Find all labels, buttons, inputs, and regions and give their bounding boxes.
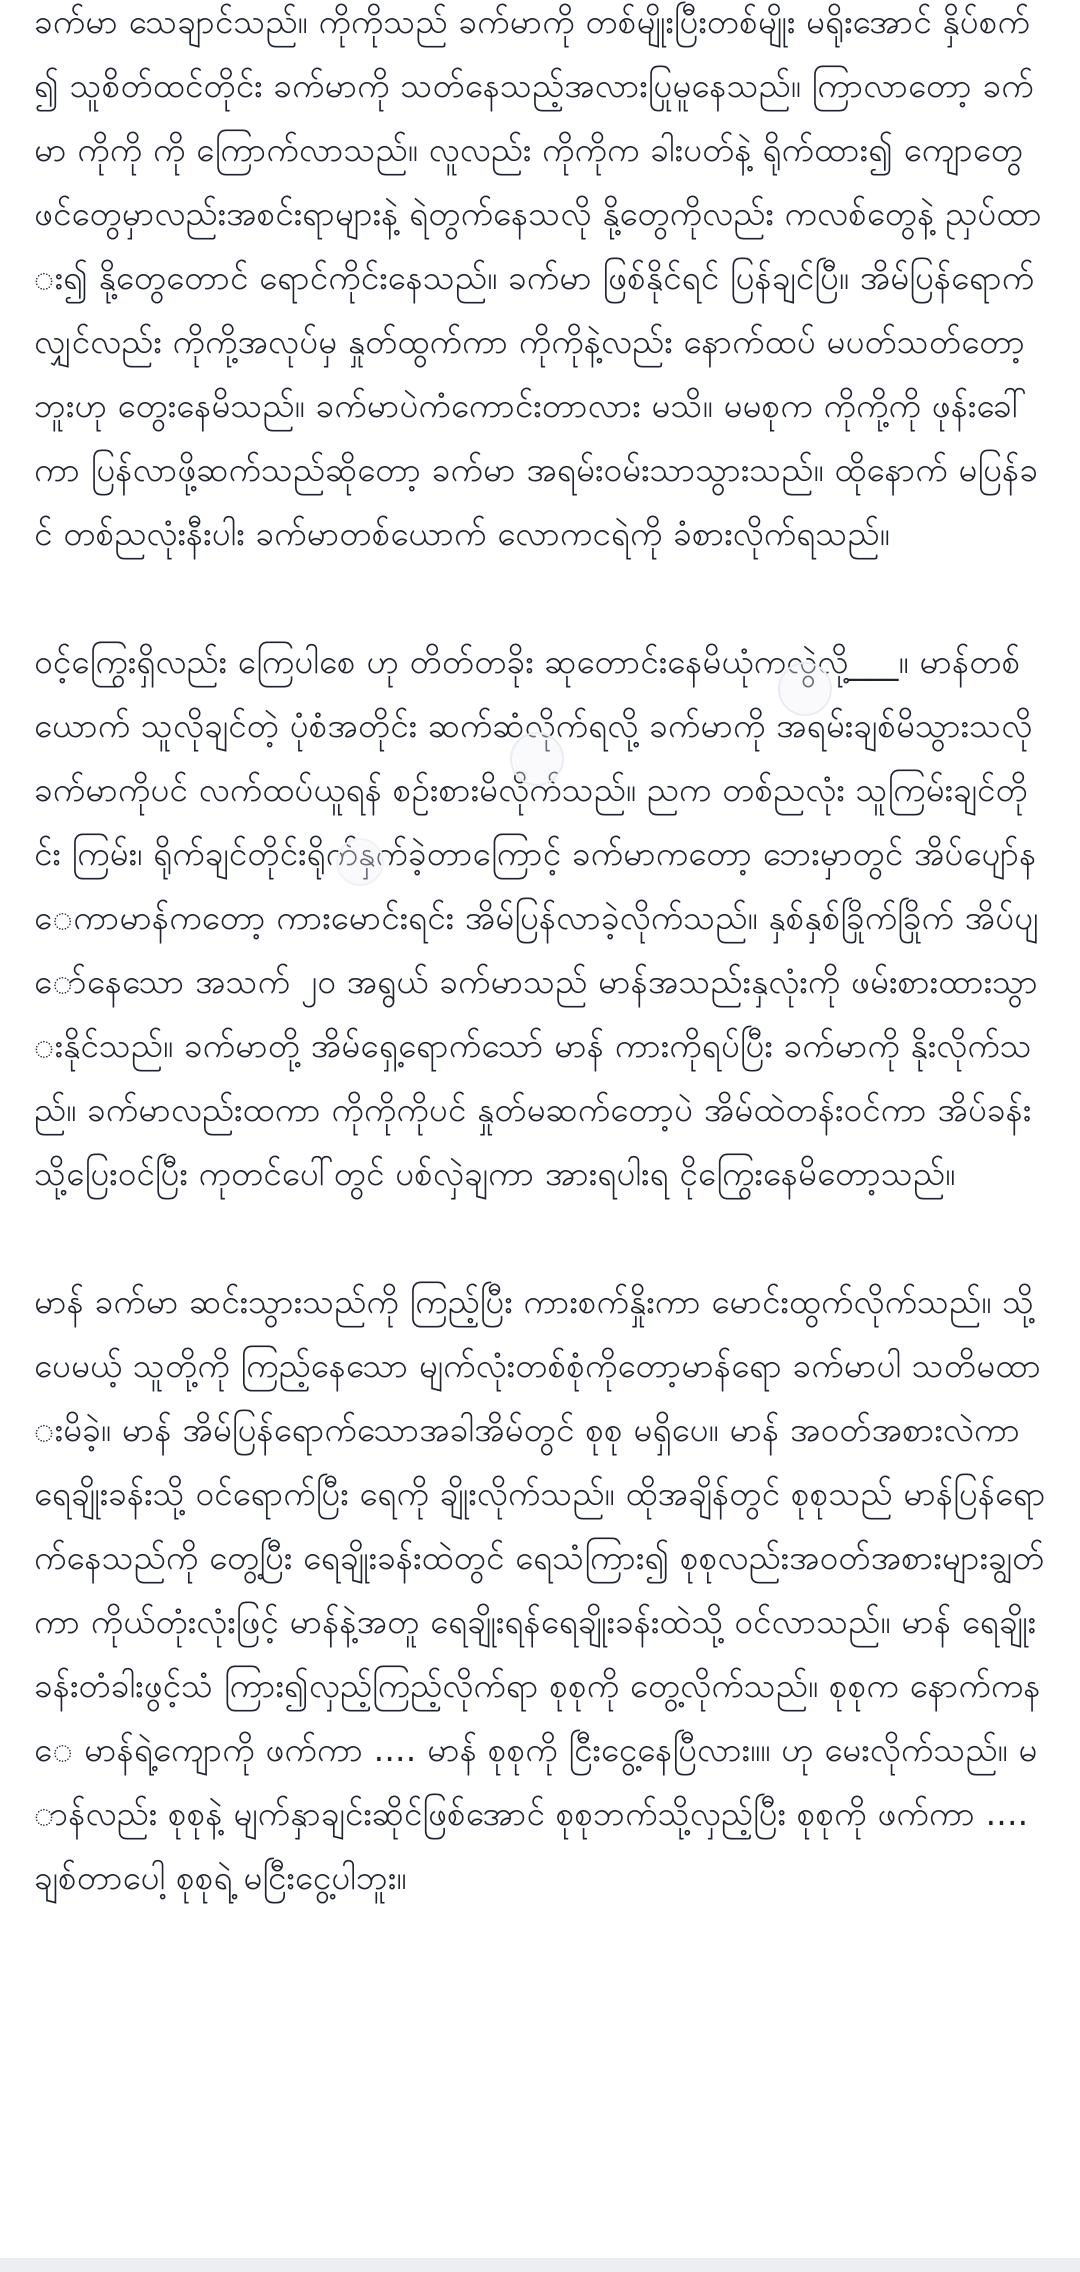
bottom-edge-bar: [0, 2258, 1080, 2272]
story-paragraph-3: မာန် ခက်မာ ဆင်းသွားသည်ကို ကြည့်ပြီး ကားစက်နှိုးကာ မောင်းထွက်လိုက်သည်။ သို့ပေမယ့် သူတို့ကို ကြည့်နေသော မျက်လုံးတစ်စုံကိုတော့မာန်ရော ခက်မာပါ သတိမထားမိခဲ့။ မာန် အိမ်ပြန်ရောက်သောအခါအိမ်တွင် စုစု မရှိပေ။ မာန် အဝတ်အစားလဲကာ ရေချိုးခန်းသို့ ဝင်ရောက်ပြီး ရေကို ချိုးလိုက်သည်။ ထိုအချိန်တွင် စုစုသည် မာန်ပြန်ရောက်နေသည်ကို တွေ့ပြီး ရေချိုးခန်းထဲတွင် ရေသံကြား၍ စုစုလည်းအဝတ်အစားများချွတ်ကာ ကိုယ်တုံးလုံးဖြင့် မာန်နဲ့အတူ ရေချိုးရန်ရေချိုးခန်းထဲသို့ ဝင်လာသည်။ မာန် ရေချိုးခန်းတံခါးဖွင့်သံ ကြား၍လှည့်ကြည့်လိုက်ရာ စုစုကို တွေ့လိုက်သည်။ စုစုက နောက်ကနေ မာန်ရဲ့ကျောကို ဖက်ကာ .... မာန် စုစုကို ငြီးငွေ့နေပြီလား။။ ဟု မေးလိုက်သည်။ မာန်လည်း စုစုနဲ့ မျက်နှာချင်းဆိုင်ဖြစ်အောင် စုစုဘက်သို့လှည့်ပြီး စုစုကို ဖက်ကာ .... ချစ်တာပေါ့ စုစုရဲ့ မငြီးငွေ့ပါဘူး။: [34, 1282, 1046, 1897]
paragraph-spacer: [34, 566, 1046, 630]
story-paragraph-1: ခက်မာ သေချာင်သည်။ ကိုကိုသည် ခက်မာကို တစ်မျိုးပြီးတစ်မျိုး မရိုးအောင် နှိပ်စက်၍ သူစိတ်ထင်တိုင်း ခက်မာကို သတ်နေသည့်အလားပြုမူနေသည်။ ကြာလာတော့ ခက်မာ ကိုကို ကို ကြောက်လာသည်။ လူလည်း ကိုကိုက ခါးပတ်နဲ့ ရိုက်ထား၍ ကျောတွေ ဖင်တွေမှာလည်းအစင်းရာများနဲ့ ရဲတွက်နေသလို နို့တွေကိုလည်း ကလစ်တွေနဲ့ ညှပ်ထား၍ နို့တွေတောင် ရောင်ကိုင်းနေသည်။ ခက်မာ ဖြစ်နိုင်ရင် ပြန်ချင်ပြီ။ အိမ်ပြန်ရောက်လျှင်လည်း ကိုကို့အလုပ်မှ နှုတ်ထွက်ကာ ကိုကိုနဲ့လည်း နောက်ထပ် မပတ်သတ်တော့ဘူးဟု တွေးနေမိသည်။ ခက်မာပဲကံကောင်းတာလား မသိ။ မမစုက ကိုကို့ကို ဖုန်းခေါ်ကာ ပြန်လာဖို့ဆက်သည်ဆိုတော့ ခက်မာ အရမ်းဝမ်းသာသွားသည်။ ထိုနောက် မပြန်ခင် တစ်ညလုံးနီးပါး ခက်မာတစ်ယောက် လောကငရဲကို ခံစားလိုက်ရသည်။: [34, 2, 1042, 553]
story-paragraph-2: ဝင့်ကြွေးရှိလည်း ကြေပါစေ ဟု တိတ်တခိုး ဆုတောင်းနေမိယုံကလွဲလို့___။ မာန်တစ်ယောက် သူလိုချင်တဲ့ ပုံစံအတိုင်း ဆက်ဆံလိုက်ရလို့ ခက်မာကို အရမ်းချစ်မိသွားသလို ခက်မာကိုပင် လက်ထပ်ယူရန် စဉ်းစားမိလိုက်သည်။ ညက တစ်ညလုံး သူကြမ်းချင်တိုင်း ကြမ်း၊ ရိုက်ချင်တိုင်းရိုက်နှက်ခဲ့တာကြောင့် ခက်မာကတော့ ဘေးမှာတွင် အိပ်ပျော်နေကာမာန်ကတော့ ကားမောင်းရင်း အိမ်ပြန်လာခဲ့လိုက်သည်။ နှစ်နှစ်ခြိုက်ခြိုက် အိပ်ပျော်နေသော အသက် ၂၀ အရွယ် ခက်မာသည် မာန်အသည်းနှလုံးကို ဖမ်းစားထားသွားနိုင်သည်။ ခက်မာတို့ အိမ်ရှေ့ရောက်သော် မာန် ကားကိုရပ်ပြီး ခက်မာကို နိုးလိုက်သည်။ ခက်မာလည်းထကာ ကိုကိုကိုပင် နှုတ်မဆက်တော့ပဲ အိမ်ထဲတန်းဝင်ကာ အိပ်ခန်းသို့ပြေးဝင်ပြီး ကုတင်ပေါ်တွင် ပစ်လှဲချကာ အားရပါးရ ငိုကြွေးနေမိတော့သည်။: [34, 642, 1039, 1193]
paragraph-spacer: [34, 1206, 1046, 1270]
